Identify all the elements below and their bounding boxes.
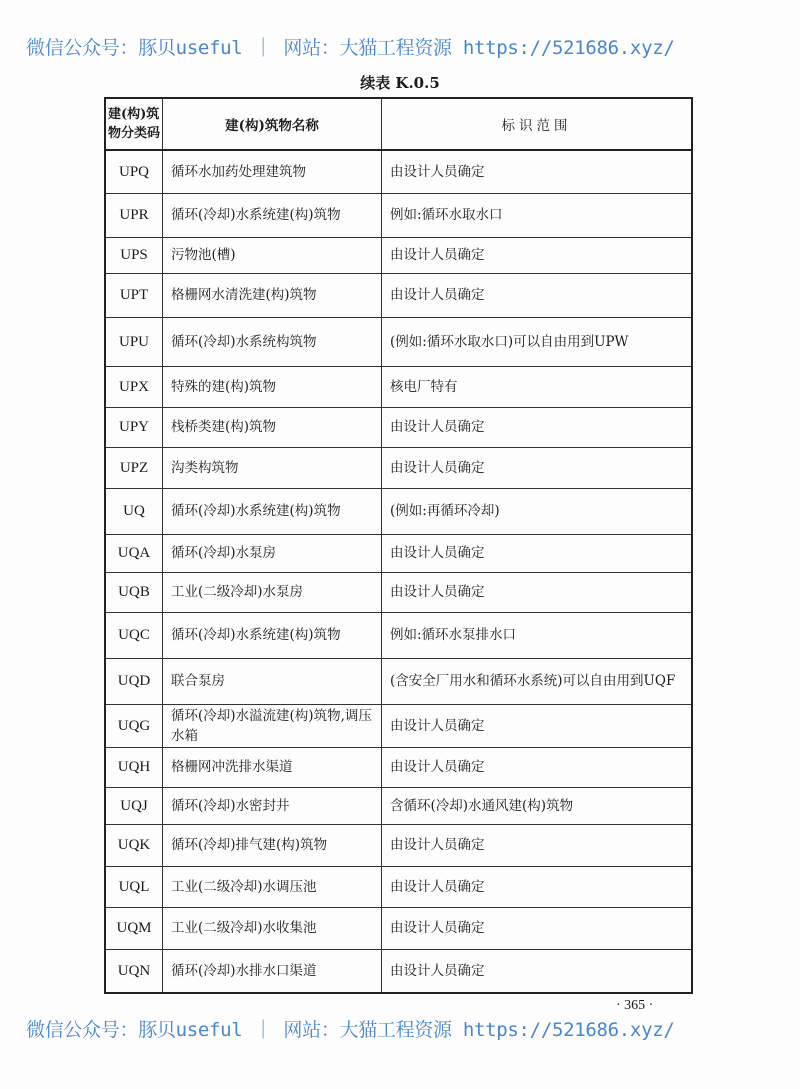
row-scope: 由设计人员确定 (382, 907, 693, 949)
row-name: 循环(冷却)水排水口渠道 (163, 949, 382, 993)
table-row (105, 273, 692, 317)
table-row (105, 907, 692, 949)
row-code: UQG (105, 704, 163, 747)
row-name: 栈桥类建(构)筑物 (163, 407, 382, 447)
row-name: 循环(冷却)水泵房 (163, 534, 382, 572)
table-row (105, 824, 692, 866)
row-scope: 由设计人员确定 (382, 949, 693, 993)
table-header-row (105, 98, 692, 150)
table-row (105, 407, 692, 447)
table-row (105, 447, 692, 488)
row-scope: 由设计人员确定 (382, 866, 693, 907)
row-scope: (例如:再循环冷却) (382, 488, 693, 534)
table-row (105, 534, 692, 572)
table-row (105, 572, 692, 612)
row-scope: 由设计人员确定 (382, 534, 693, 572)
table-row (105, 612, 692, 658)
row-scope: 核电厂特有 (382, 366, 693, 407)
row-code: UQC (105, 612, 163, 658)
row-code: UPX (105, 366, 163, 407)
page-number: · 365 · (616, 998, 654, 1013)
row-code: UQJ (105, 787, 163, 824)
row-code: UQK (105, 824, 163, 866)
row-scope: 由设计人员确定 (382, 572, 693, 612)
row-code: UPQ (105, 150, 163, 193)
row-scope: 由设计人员确定 (382, 273, 693, 317)
row-scope: 由设计人员确定 (382, 407, 693, 447)
row-name: 循环(冷却)水溢流建(构)筑物,调压水箱 (163, 704, 382, 747)
row-scope: 由设计人员确定 (382, 747, 693, 787)
row-scope: (含安全厂用水和循环水系统)可以自由用到UQF (382, 658, 693, 704)
row-name: 循环(冷却)水系统建(构)筑物 (163, 193, 382, 237)
row-code: UQ (105, 488, 163, 534)
row-code: UQN (105, 949, 163, 993)
header-code: 建(构)筑物分类码 (105, 98, 163, 150)
table-row (105, 193, 692, 237)
row-scope: 由设计人员确定 (382, 704, 693, 747)
table-row (105, 866, 692, 907)
row-name: 循环(冷却)水系统建(构)筑物 (163, 488, 382, 534)
row-name: 联合泵房 (163, 658, 382, 704)
table-title: 续表 K.0.5 (360, 74, 440, 92)
table-row (105, 366, 692, 407)
table-row (105, 704, 692, 747)
table-row (105, 488, 692, 534)
watermark-bottom: 微信公众号：豚贝useful ｜ 网站：大猫工程资源 https://521686.xyz/ (26, 1019, 675, 1041)
row-scope: 由设计人员确定 (382, 447, 693, 488)
row-code: UPT (105, 273, 163, 317)
table-row (105, 658, 692, 704)
row-code: UPS (105, 237, 163, 273)
row-code: UPZ (105, 447, 163, 488)
row-scope: (例如:循环水取水口)可以自由用到UPW (382, 317, 693, 366)
classification-table (104, 97, 693, 994)
header-scope: 标识范围 (382, 98, 693, 150)
row-name: 循环(冷却)排气建(构)筑物 (163, 824, 382, 866)
row-name: 工业(二级冷却)水调压池 (163, 866, 382, 907)
table-row (105, 787, 692, 824)
table-row (105, 949, 692, 993)
row-name: 工业(二级冷却)水泵房 (163, 572, 382, 612)
row-code: UPR (105, 193, 163, 237)
row-scope: 由设计人员确定 (382, 237, 693, 273)
row-name: 格栅网水清洗建(构)筑物 (163, 273, 382, 317)
row-code: UQA (105, 534, 163, 572)
watermark-top: 微信公众号：豚贝useful ｜ 网站：大猫工程资源 https://521686.xyz/ (26, 37, 675, 59)
row-scope: 由设计人员确定 (382, 150, 693, 193)
row-code: UQD (105, 658, 163, 704)
table-row (105, 237, 692, 273)
row-name: 沟类构筑物 (163, 447, 382, 488)
row-name: 特殊的建(构)筑物 (163, 366, 382, 407)
row-code: UQB (105, 572, 163, 612)
row-code: UQL (105, 866, 163, 907)
row-name: 循环(冷却)水系统构筑物 (163, 317, 382, 366)
row-name: 工业(二级冷却)水收集池 (163, 907, 382, 949)
row-scope: 由设计人员确定 (382, 824, 693, 866)
row-name: 循环(冷却)水系统建(构)筑物 (163, 612, 382, 658)
table-row (105, 317, 692, 366)
row-name: 循环水加药处理建筑物 (163, 150, 382, 193)
row-scope: 例如:循环水泵排水口 (382, 612, 693, 658)
table-row (105, 150, 692, 193)
row-scope: 例如:循环水取水口 (382, 193, 693, 237)
row-code: UPU (105, 317, 163, 366)
header-name: 建(构)筑物名称 (163, 98, 382, 150)
table-row (105, 747, 692, 787)
row-code: UQM (105, 907, 163, 949)
row-name: 污物池(槽) (163, 237, 382, 273)
row-code: UPY (105, 407, 163, 447)
row-name: 循环(冷却)水密封井 (163, 787, 382, 824)
row-scope: 含循环(冷却)水通风建(构)筑物 (382, 787, 693, 824)
row-code: UQH (105, 747, 163, 787)
row-name: 格栅网冲洗排水渠道 (163, 747, 382, 787)
